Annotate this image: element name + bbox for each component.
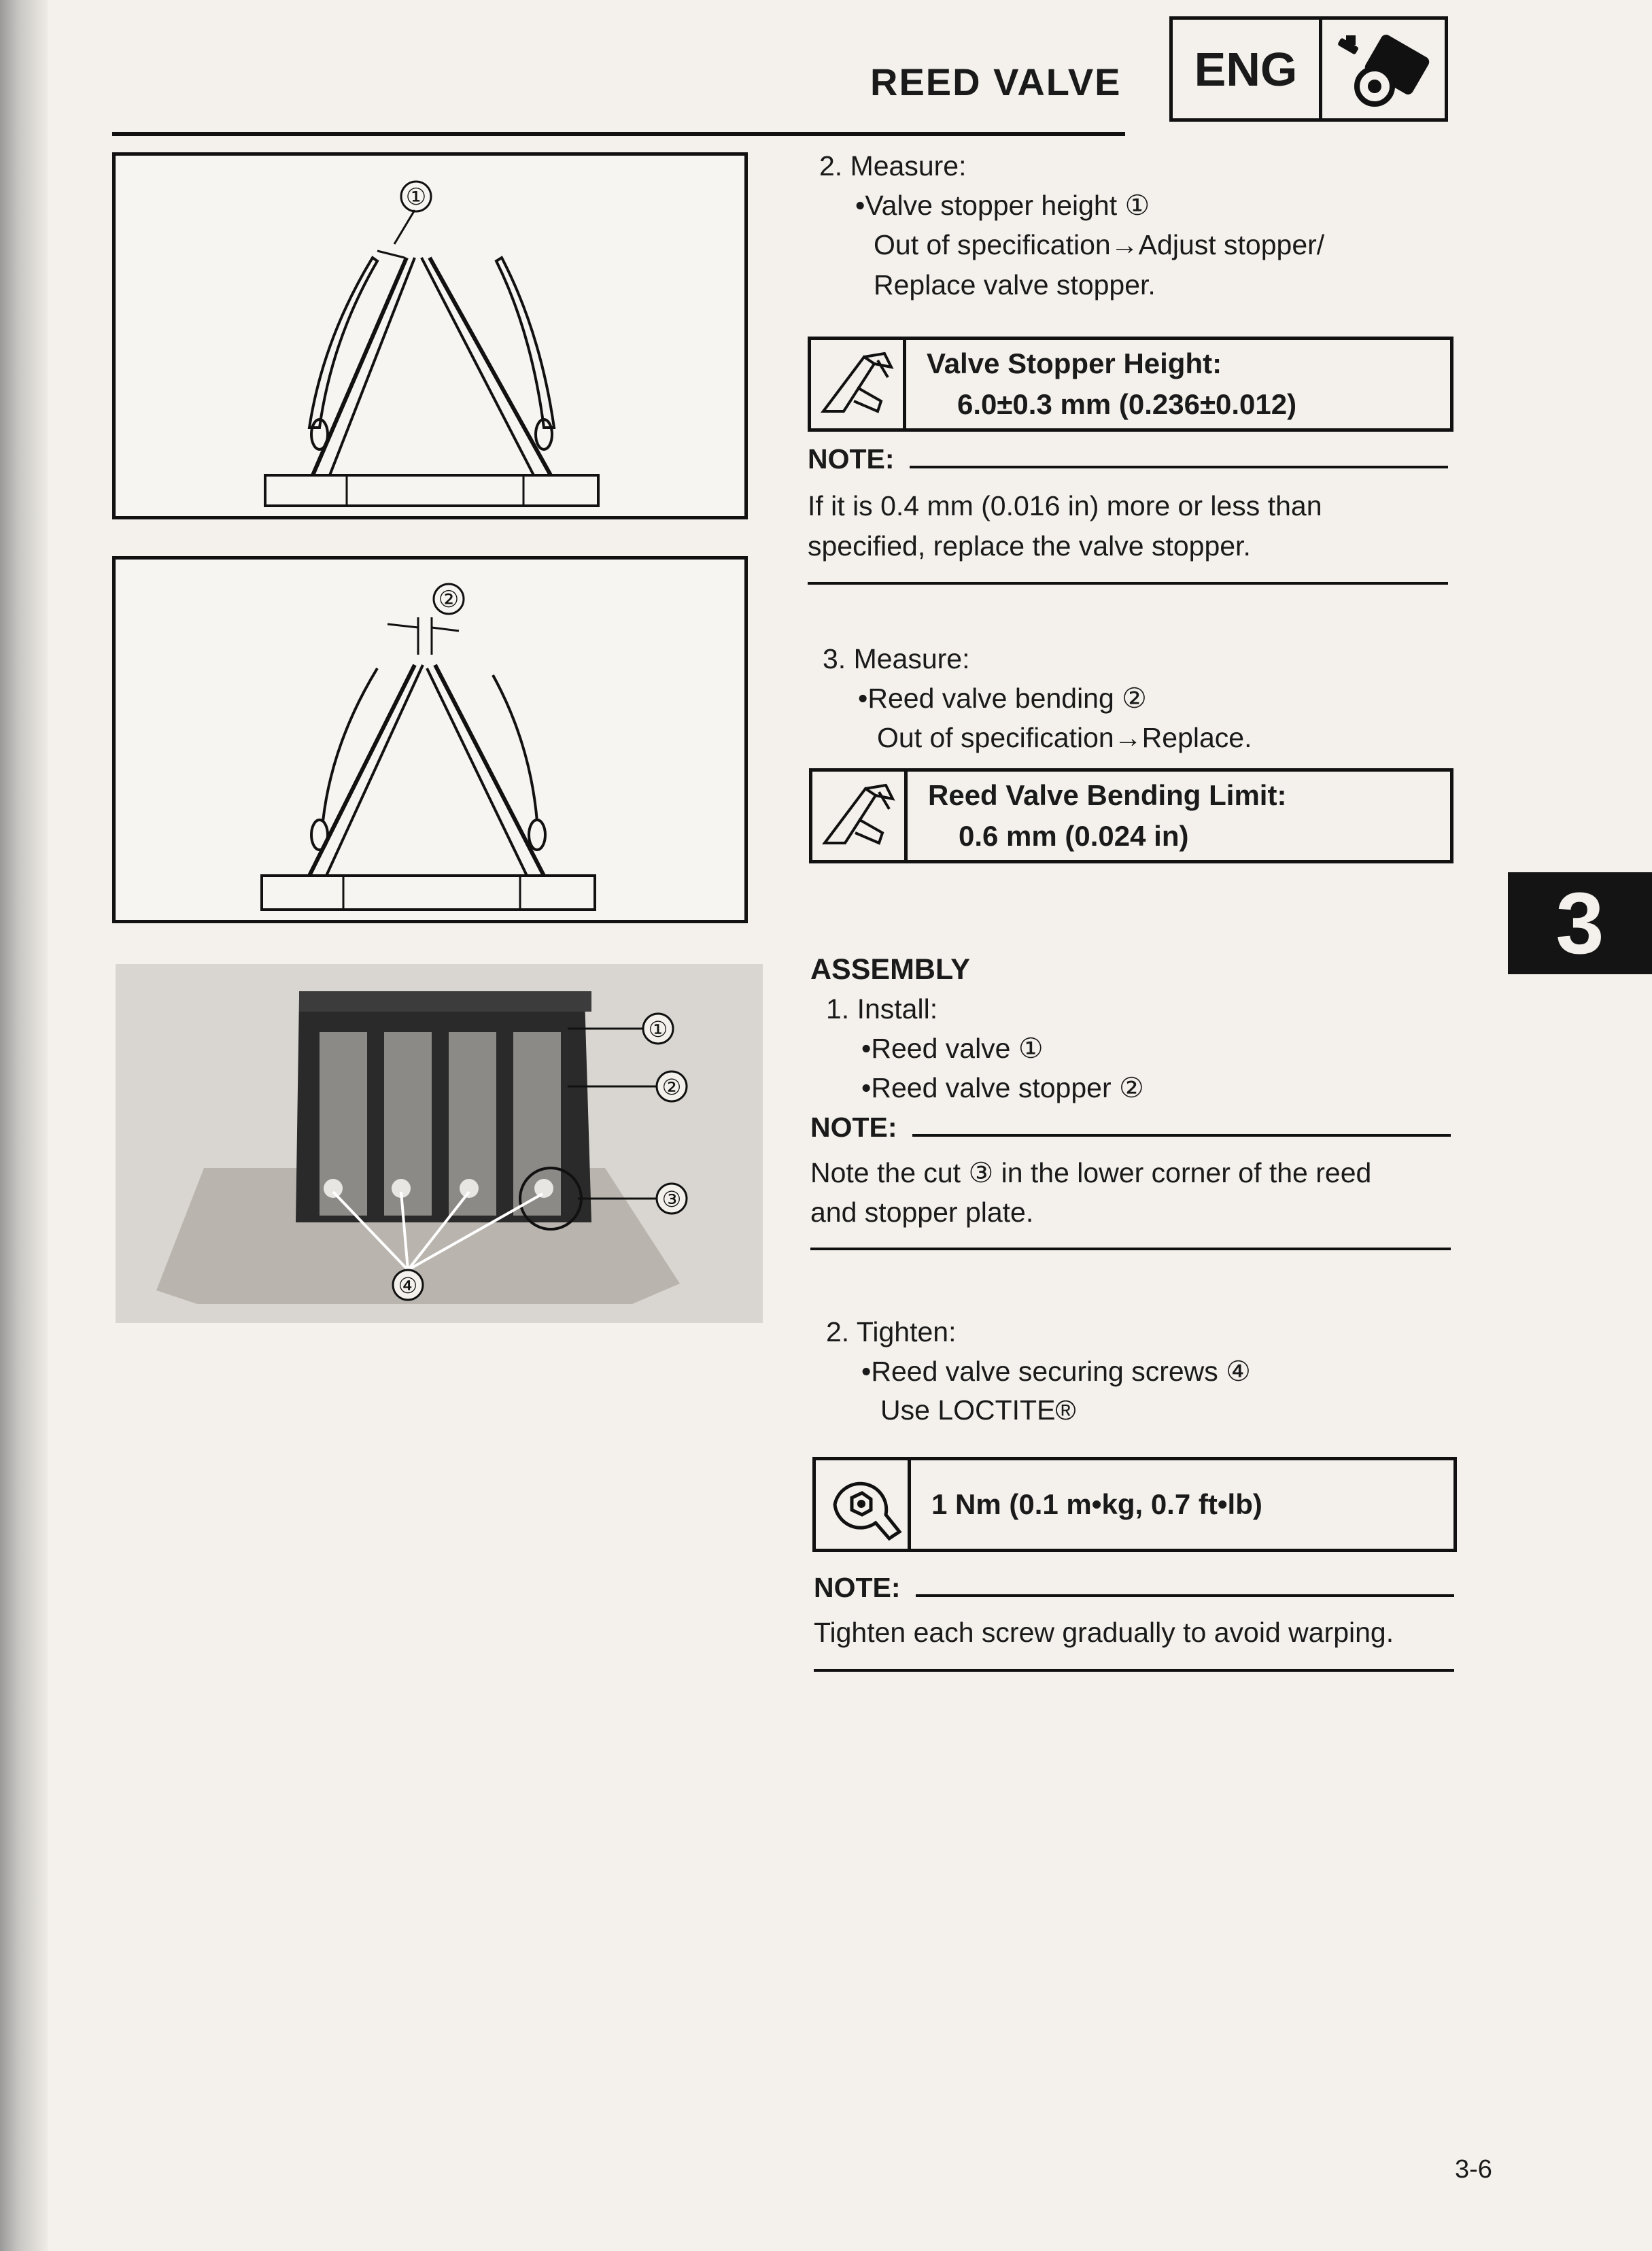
install-item-reed-valve: •Reed valve ①: [861, 1033, 1044, 1064]
note-2-end-rule: [810, 1248, 1451, 1250]
step-bending-heading: 3. Measure:: [823, 643, 970, 674]
reed-bending-diagram: [116, 560, 744, 920]
assembly-title: ASSEMBLY: [810, 953, 970, 986]
callout-2: ②: [438, 586, 460, 613]
step-measure-line2: Replace valve stopper.: [874, 269, 1156, 300]
chapter-tab: 3: [1508, 872, 1652, 974]
caliper-icon: [812, 772, 908, 860]
step-bending-line1: Out of specification→Replace.: [877, 722, 1252, 753]
figure-reed-valve-bending: [112, 556, 748, 923]
note-1-line2: specified, replace the valve stopper.: [808, 530, 1251, 562]
step-measure-heading: 2. Measure:: [819, 150, 967, 182]
note-1-label: NOTE:: [808, 443, 895, 475]
spec-height-label: Valve Stopper Height:: [927, 347, 1222, 379]
tighten-heading: 2. Tighten:: [826, 1316, 957, 1347]
step-bending-item: •Reed valve bending ②: [858, 683, 1147, 714]
note-1: [808, 443, 1448, 475]
badge-label: ENG: [1173, 20, 1322, 118]
note-2-rule: [912, 1134, 1451, 1137]
spec-bending-value: 0.6 mm (0.024 in): [959, 820, 1189, 852]
page-binding-shadow: [0, 0, 48, 2251]
callout-1: ①: [405, 184, 427, 211]
figure-valve-stopper-height: [112, 152, 748, 519]
note-2: [810, 1112, 1451, 1144]
section-title: REED VALVE: [870, 61, 1122, 103]
step-measure-line1: Out of specification→Adjust stopper/: [874, 229, 1325, 260]
photo-callout-4: ④: [398, 1273, 418, 1299]
section-badge: [1169, 16, 1448, 122]
note-2-label: NOTE:: [810, 1112, 897, 1143]
step-measure-item: •Valve stopper height ①: [855, 190, 1150, 221]
header-rule: [112, 132, 1125, 136]
note-3-end-rule: [814, 1669, 1454, 1672]
engine-piston-icon: [1322, 20, 1445, 118]
note-3-label: NOTE:: [814, 1572, 901, 1603]
tighten-line1: Use LOCTITE®: [880, 1394, 1076, 1426]
photo-callout-1: ①: [648, 1016, 668, 1042]
note-1-line1: If it is 0.4 mm (0.016 in) more or less than: [808, 490, 1322, 521]
spec-box-valve-stopper-height: [808, 337, 1453, 432]
reed-valve-diagram: [116, 156, 744, 516]
spec-height-value: 6.0±0.3 mm (0.236±0.012): [957, 388, 1297, 420]
page-number: 3-6: [1455, 2155, 1492, 2184]
reed-valve-assembly-photo: [116, 964, 763, 1323]
caliper-icon: [811, 340, 906, 428]
photo-callout-2: ②: [661, 1074, 682, 1100]
spec-bending-label: Reed Valve Bending Limit:: [928, 779, 1287, 811]
note-3-rule: [916, 1594, 1454, 1597]
note-3-line1: Tighten each screw gradually to avoid warping.: [814, 1617, 1394, 1648]
note-2-line1: Note the cut ③ in the lower corner of the reed: [810, 1157, 1372, 1188]
note-2-line2: and stopper plate.: [810, 1197, 1034, 1228]
spec-torque-value: 1 Nm (0.1 m•kg, 0.7 ft•lb): [931, 1488, 1262, 1520]
note-1-rule: [910, 466, 1448, 468]
install-heading: 1. Install:: [826, 993, 938, 1025]
note-1-end-rule: [808, 582, 1448, 585]
tighten-item: •Reed valve securing screws ④: [861, 1356, 1251, 1387]
photo-callout-3: ③: [661, 1186, 682, 1212]
spec-box-torque: [812, 1457, 1457, 1552]
wrench-torque-icon: [816, 1460, 911, 1549]
install-item-stopper: •Reed valve stopper ②: [861, 1072, 1144, 1103]
spec-box-reed-bending-limit: [809, 768, 1453, 863]
note-3: [814, 1572, 1454, 1604]
